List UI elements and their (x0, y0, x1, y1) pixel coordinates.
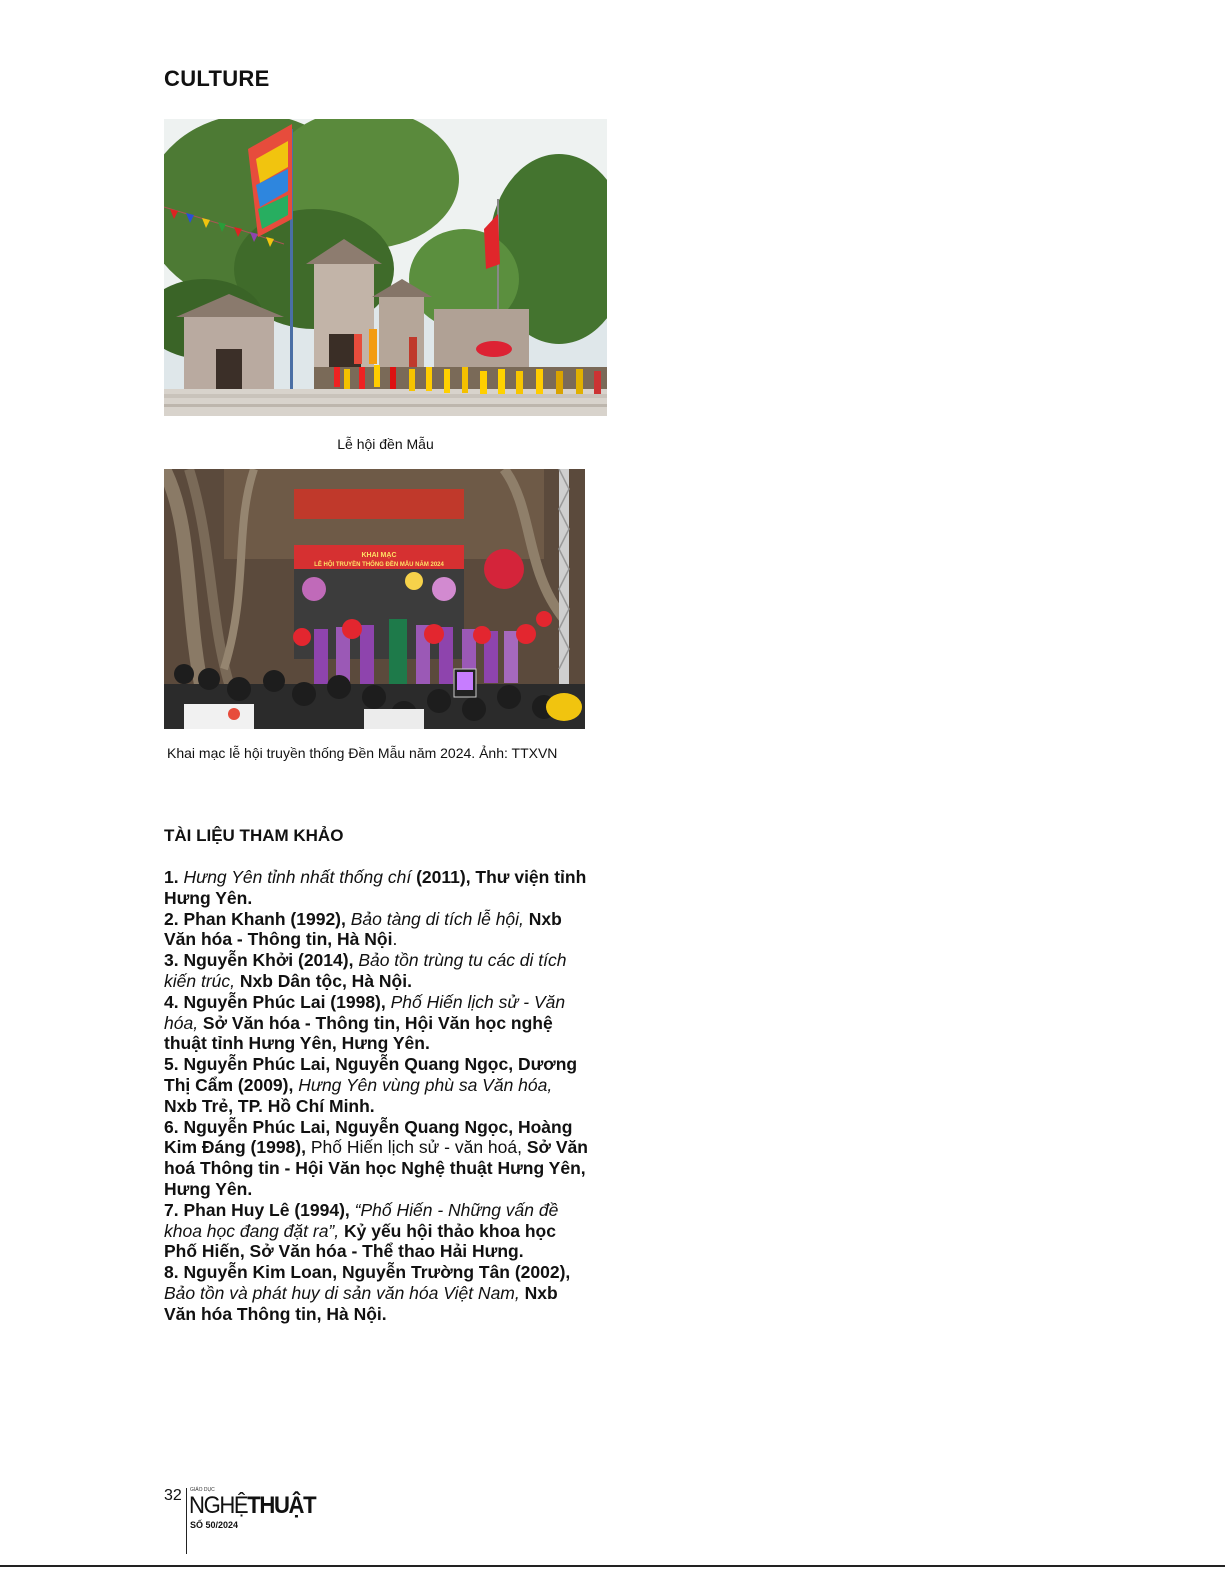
page-number: 32 (164, 1487, 182, 1504)
reference-text: Bảo tồn và phát huy di sản văn hóa Việt Nam, (164, 1282, 520, 1303)
magazine-kicker: GIÁO DỤC (190, 1487, 215, 1493)
reference-item (164, 909, 589, 951)
footer-rule (0, 1565, 1225, 1567)
reference-number: 8. (164, 1262, 184, 1283)
reference-item (164, 950, 589, 992)
reference-text: Nguyễn Khởi (2014), (183, 950, 359, 971)
reference-number: 4. (164, 991, 184, 1012)
reference-text: Kỷ yếu hội thảo khoa học Phố Hiến, Sở Văn hóa - Thể thao Hải Hưng. (164, 1220, 556, 1262)
reference-text: Hưng Yên tỉnh nhất thống chí (183, 867, 412, 887)
figure-caption-2: Khai mạc lễ hội truyền thống Đền Mẫu năm 2024. Ảnh: TTXVN (167, 745, 558, 761)
reference-text: Nguyễn Phúc Lai, Nguyễn Quang Ngọc, Hoàng Kim Đáng (1998), (164, 1116, 573, 1158)
reference-text: Nxb Trẻ, TP. Hồ Chí Minh. (164, 1095, 375, 1116)
reference-text: Bảo tồn trùng tu các di tích kiến trúc, (164, 950, 567, 991)
reference-text: Sở Văn hóa - Thông tin, Hội Văn học nghệ thuật tỉnh Hưng Yên, Hưng Yên. (164, 1012, 553, 1054)
reference-text: Nxb Văn hóa Thông tin, Hà Nội. (164, 1282, 558, 1324)
reference-item (164, 1262, 589, 1324)
opening-ceremony-photo (164, 469, 585, 729)
reference-text: (2011), Thư viện tỉnh Hưng Yên. (164, 867, 587, 908)
reference-text: Nguyễn Phúc Lai, Nguyễn Quang Ngọc, Dương Thị Cẩm (2009), (164, 1054, 578, 1095)
reference-text: Nxb Văn hóa - Thông tin, Hà Nội (164, 908, 562, 950)
reference-number: 2. (164, 908, 184, 929)
reference-text: Phan Huy Lê (1994), (183, 1199, 355, 1220)
reference-item (164, 867, 589, 909)
reference-text: Nguyễn Kim Loan, Nguyễn Trường Tân (2002), (183, 1262, 571, 1283)
reference-item (164, 1054, 589, 1116)
reference-number: 1. (164, 867, 184, 887)
reference-number: 6. (164, 1116, 184, 1137)
section-label: CULTURE (164, 66, 270, 91)
reference-item (164, 992, 589, 1054)
reference-number: 5. (164, 1054, 184, 1075)
footer-divider (186, 1488, 187, 1554)
reference-text: Nguyễn Phúc Lai (1998), (183, 991, 391, 1012)
reference-number: 3. (164, 950, 184, 971)
reference-text: Nxb Dân tộc, Hà Nội. (235, 970, 412, 991)
reference-text: Sở Văn hoá Thông tin - Hội Văn học Nghệ thuật Hưng Yên, Hưng Yên. (164, 1137, 588, 1199)
magazine-issue: SỐ 50/2024 (190, 1520, 239, 1530)
reference-text: Hưng Yên vùng phù sa Văn hóa, (298, 1074, 553, 1095)
reference-item (164, 1117, 589, 1200)
reference-text: Phố Hiến lịch sử - Văn hóa, (164, 991, 566, 1033)
temple-festival-photo (164, 119, 607, 416)
reference-text: Phố Hiến lịch sử - văn hoá, (310, 1137, 522, 1158)
figure-caption-1: Lễ hội đền Mẫu (337, 436, 434, 452)
reference-text: Bảo tàng di tích lễ hội, (350, 908, 524, 929)
magazine-logo-part-b: THUẬT (247, 1492, 316, 1519)
stage-banner-top: KHAI MẠC (361, 552, 397, 559)
reference-text: “Phố Hiến - Những vấn đề khoa học đang đặt ra”, (164, 1199, 559, 1241)
reference-text: . (392, 929, 398, 950)
references-heading: TÀI LIỆU THAM KHẢO (164, 826, 344, 845)
magazine-logo (189, 1492, 315, 1520)
magazine-logo-part-a: NGHỆ (189, 1492, 248, 1519)
reference-text: Phan Khanh (1992), (183, 908, 351, 929)
reference-item (164, 1200, 589, 1262)
reference-number: 7. (164, 1199, 184, 1220)
stage-banner-sub: LỄ HỘI TRUYỀN THỐNG ĐỀN MẪU NĂM 2024 (314, 562, 444, 568)
references-list (164, 867, 589, 1325)
